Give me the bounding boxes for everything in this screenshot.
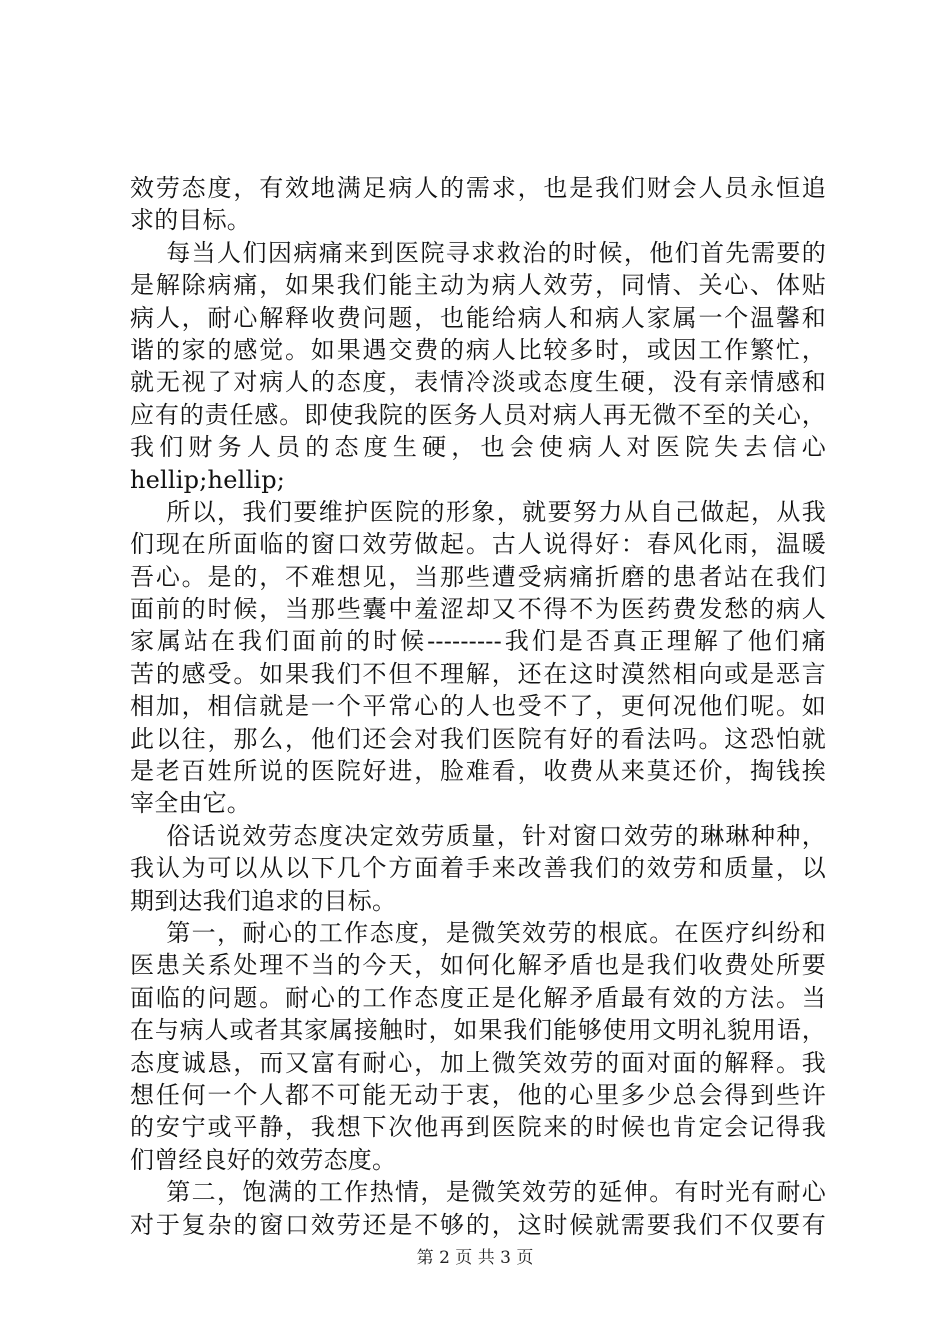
text-line: 是老百姓所说的医院好进，脸难看，收费从来莫还价，掏钱挨	[130, 757, 826, 786]
text-line: 态度诚恳，而又富有耐心，加上微笑效劳的面对面的解释。我	[130, 1048, 826, 1077]
text-line: 效劳态度，有效地满足病人的需求，也是我们财会人员永恒追	[130, 174, 826, 202]
text-line: 所以，我们要维护医院的形象，就要努力从自己做起，从我	[130, 497, 826, 526]
text-line: 面临的问题。耐心的工作态度正是化解矛盾最有效的方法。当	[130, 983, 826, 1012]
text-line: 每当人们因病痛来到医院寻求救治的时候，他们首先需要的	[130, 238, 826, 267]
text-line: hellip;hellip;	[130, 465, 286, 494]
text-line: 第一，耐心的工作态度，是微笑效劳的根底。在医疗纠纷和	[130, 918, 826, 947]
text-line: 第二，饱满的工作热情，是微笑效劳的延伸。有时光有耐心	[130, 1178, 826, 1207]
text-line: 们曾经良好的效劳态度。	[130, 1145, 397, 1174]
text-line: 我认为可以从以下几个方面着手来改善我们的效劳和质量，以	[130, 854, 826, 883]
text-line: 吾心。是的，不难想见，当那些遭受病痛折磨的患者站在我们	[130, 562, 826, 591]
text-line: 们现在所面临的窗口效劳做起。古人说得好：春风化雨，温暖	[130, 530, 826, 559]
text-line: 求的目标。	[130, 206, 251, 235]
text-line: 此以往，那么，他们还会对我们医院有好的看法吗。这恐怕就	[130, 724, 826, 753]
text-line: 的安宁或平静，我想下次他再到医院来的时候也肯定会记得我	[130, 1113, 826, 1142]
text-line: 就无视了对病人的态度，表情冷淡或态度生硬，没有亲情感和	[130, 368, 826, 397]
text-line: 对于复杂的窗口效劳还是不够的，这时候就需要我们不仅要有	[130, 1210, 826, 1239]
text-line: 相加，相信就是一个平常心的人也受不了，更何况他们呢。如	[130, 692, 826, 721]
body-text	[130, 172, 826, 1241]
text-line: 想任何一个人都不可能无动于衷，他的心里多少总会得到些许	[130, 1080, 826, 1109]
text-line: 苦的感受。如果我们不但不理解，还在这时漠然相向或是恶言	[130, 659, 826, 688]
text-line: 期到达我们追求的目标。	[130, 886, 397, 915]
text-line: 医患关系处理不当的今天，如何化解矛盾也是我们收费处所要	[130, 951, 826, 980]
text-line: 应有的责任感。即使我院的医务人员对病人再无微不至的关心，	[130, 400, 826, 429]
text-line: 俗话说效劳态度决定效劳质量，针对窗口效劳的琳琳种种，	[130, 821, 826, 850]
text-line: 家属站在我们面前的时候---------我们是否真正理解了他们痛	[130, 627, 826, 656]
text-line: 在与病人或者其家属接触时，如果我们能够使用文明礼貌用语，	[130, 1016, 826, 1045]
page-footer: 第 2 页 共 3 页	[416, 1248, 534, 1268]
text-line: 面前的时候，当那些囊中羞涩却又不得不为医药费发愁的病人	[130, 595, 826, 624]
text-line: 谐的家的感觉。如果遇交费的病人比较多时，或因工作繁忙，	[130, 335, 826, 364]
text-line: 我们财务人员的态度生硬，也会使病人对医院失去信心	[130, 433, 826, 462]
text-line: 病人，耐心解释收费问题，也能给病人和病人家属一个温馨和	[130, 303, 826, 332]
text-line: 是解除病痛，如果我们能主动为病人效劳，同情、关心、体贴	[130, 271, 826, 300]
text-line: 宰全由它。	[130, 789, 251, 818]
